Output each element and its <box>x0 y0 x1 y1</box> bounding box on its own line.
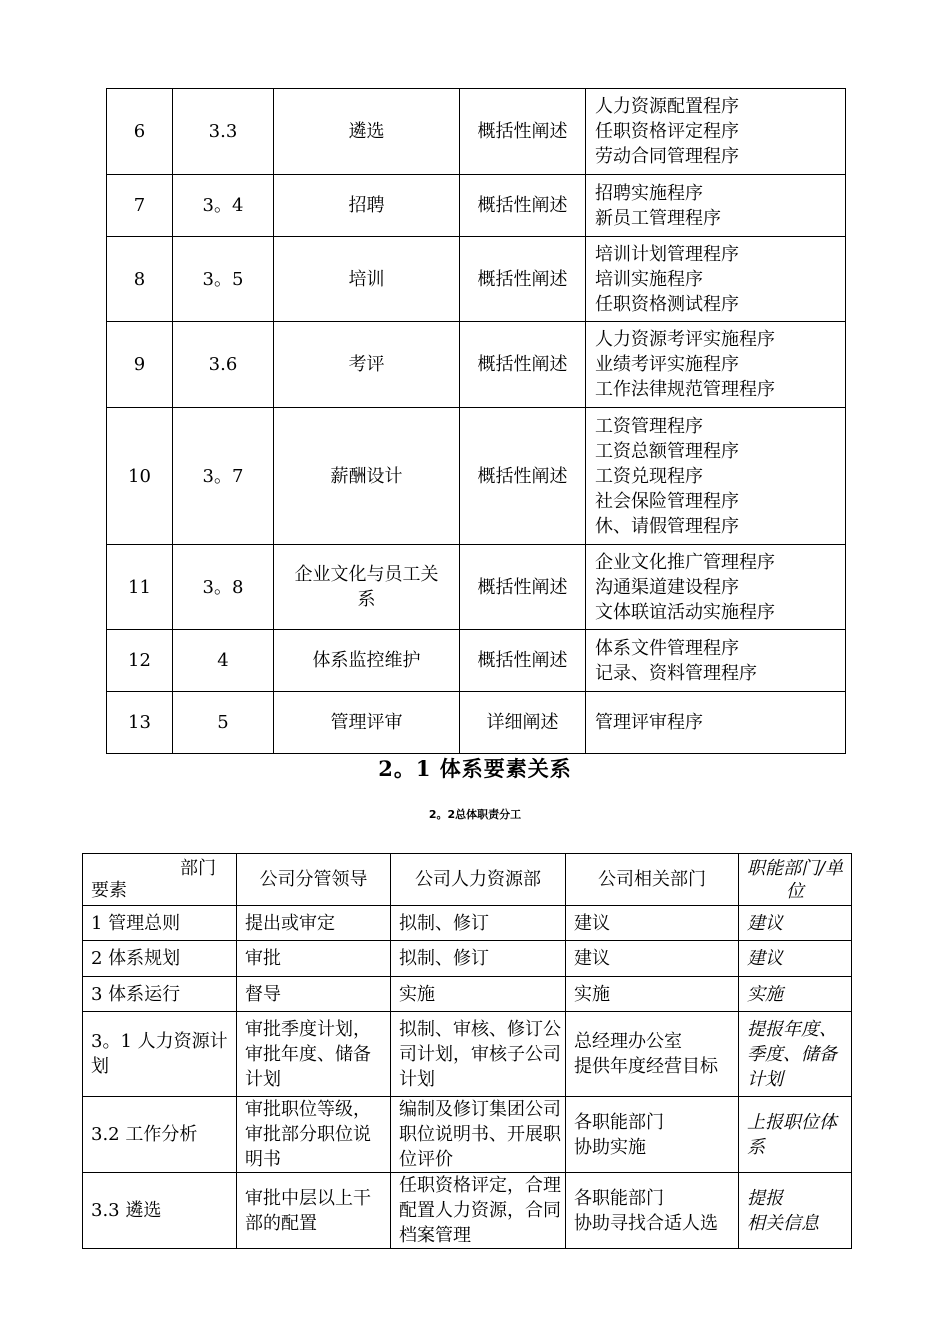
procedure-list <box>586 175 846 237</box>
description-level: 概括性阐述 <box>460 322 586 408</box>
cell: 审批中层以上干部的配置 <box>237 1173 391 1249</box>
cell: 督导 <box>237 977 391 1012</box>
procedure-item: 人力资源考评实施程序 <box>595 329 775 350</box>
table-row <box>107 545 846 630</box>
cell: 拟制、修订 <box>391 941 566 977</box>
corner-header <box>83 854 237 906</box>
cell: 任职资格评定，合理配置人力资源，合同档案管理 <box>391 1173 566 1249</box>
cell: 实施 <box>566 977 739 1012</box>
cell: 拟制、审核、修订公司计划，审核子公司计划 <box>391 1012 566 1097</box>
section-number: 4 <box>173 630 274 692</box>
element-cell: 3.3 遴选 <box>83 1173 237 1249</box>
table-row <box>107 408 846 545</box>
row-number: 9 <box>107 322 173 408</box>
table-row <box>107 322 846 408</box>
cell: 各职能部门 协助实施 <box>566 1097 739 1173</box>
cell: 审批职位等级，审批部分职位说明书 <box>237 1097 391 1173</box>
procedure-table <box>106 88 846 754</box>
section-number: 3.6 <box>173 322 274 408</box>
cell: 审批 <box>237 941 391 977</box>
element-cell: 2 体系规划 <box>83 941 237 977</box>
description-level: 概括性阐述 <box>460 237 586 322</box>
procedure-list <box>586 630 846 692</box>
procedure-list <box>586 408 846 545</box>
row-number: 13 <box>107 692 173 754</box>
column-header: 职能部门/单位 <box>739 854 852 906</box>
section-number: 3.3 <box>173 89 274 175</box>
procedure-item: 沟通渠道建设程序 <box>595 576 739 598</box>
column-header: 公司相关部门 <box>566 854 739 906</box>
procedure-item: 任职资格测试程序 <box>595 293 739 315</box>
procedure-list <box>586 322 846 408</box>
procedure-list <box>586 237 846 322</box>
procedure-item: 工资兑现程序 <box>595 465 703 487</box>
table-row <box>107 175 846 237</box>
table-row <box>83 941 852 977</box>
row-number: 6 <box>107 89 173 175</box>
section-number: 3。8 <box>173 545 274 630</box>
procedure-item: 培训计划管理程序 <box>595 243 739 265</box>
element-name: 招聘 <box>274 175 460 237</box>
description-level: 详细阐述 <box>460 692 586 754</box>
element-name: 考评 <box>274 322 460 408</box>
element-name: 管理评审 <box>274 692 460 754</box>
corner-dept-label: 部门 <box>180 857 216 879</box>
cell: 总经理办公室 提供年度经营目标 <box>566 1012 739 1097</box>
procedure-item: 任职资格评定程序 <box>595 121 739 142</box>
element-cell: 3。1 人力资源计划 <box>83 1012 237 1097</box>
procedure-item: 工资总额管理程序 <box>595 440 739 462</box>
table-row <box>83 1173 852 1249</box>
table-row <box>83 1012 852 1097</box>
description-level: 概括性阐述 <box>460 545 586 630</box>
element-name: 体系监控维护 <box>274 630 460 692</box>
header-row <box>83 854 852 906</box>
table-row <box>83 1097 852 1173</box>
procedure-item: 工资管理程序 <box>595 415 703 437</box>
procedure-item: 休、请假管理程序 <box>595 515 739 537</box>
procedure-item: 记录、资料管理程序 <box>595 662 757 684</box>
cell: 审批季度计划，审批年度、储备计划 <box>237 1012 391 1097</box>
row-number: 12 <box>107 630 173 692</box>
row-number: 7 <box>107 175 173 237</box>
corner-element-label: 要素 <box>91 879 127 901</box>
procedure-item: 业绩考评实施程序 <box>595 354 739 375</box>
cell: 提报年度、季度、储备计划 <box>739 1012 852 1097</box>
description-level: 概括性阐述 <box>460 175 586 237</box>
section-number: 5 <box>173 692 274 754</box>
table-row <box>83 977 852 1012</box>
element-name: 薪酬设计 <box>274 408 460 545</box>
procedure-item: 体系文件管理程序 <box>595 637 739 659</box>
procedure-item: 新员工管理程序 <box>595 207 721 229</box>
element-cell: 3 体系运行 <box>83 977 237 1012</box>
cell: 建议 <box>739 906 852 941</box>
element-name: 培训 <box>274 237 460 322</box>
element-name: 企业文化与员工关系 <box>274 545 460 630</box>
cell: 上报职位体系 <box>739 1097 852 1173</box>
section-number: 3。5 <box>173 237 274 322</box>
element-name: 遴选 <box>274 89 460 175</box>
procedure-item: 企业文化推广管理程序 <box>595 551 775 573</box>
procedure-item: 管理评审程序 <box>595 712 703 733</box>
procedure-list <box>586 692 846 754</box>
procedure-item: 劳动合同管理程序 <box>595 146 739 167</box>
description-level: 概括性阐述 <box>460 408 586 545</box>
procedure-item: 培训实施程序 <box>595 268 703 290</box>
table-row <box>107 692 846 754</box>
cell: 实施 <box>391 977 566 1012</box>
row-number: 8 <box>107 237 173 322</box>
cell: 实施 <box>739 977 852 1012</box>
procedure-list <box>586 89 846 175</box>
column-header: 公司人力资源部 <box>391 854 566 906</box>
procedure-item: 文体联谊活动实施程序 <box>595 601 775 623</box>
cell: 编制及修订集团公司职位说明书、开展职位评价 <box>391 1097 566 1173</box>
procedure-item: 社会保险管理程序 <box>595 490 739 512</box>
section-heading: 2。1 体系要素关系 <box>378 756 572 781</box>
element-cell: 1 管理总则 <box>83 906 237 941</box>
cell: 建议 <box>566 941 739 977</box>
procedure-item: 人力资源配置程序 <box>595 96 739 117</box>
row-number: 10 <box>107 408 173 545</box>
cell: 建议 <box>566 906 739 941</box>
table-row <box>107 630 846 692</box>
cell: 提报 相关信息 <box>739 1173 852 1249</box>
responsibility-table <box>82 853 852 1249</box>
cell: 提出或审定 <box>237 906 391 941</box>
description-level: 概括性阐述 <box>460 89 586 175</box>
description-level: 概括性阐述 <box>460 630 586 692</box>
table-row <box>83 906 852 941</box>
procedure-item: 招聘实施程序 <box>595 182 703 204</box>
element-cell: 3.2 工作分析 <box>83 1097 237 1173</box>
cell: 建议 <box>739 941 852 977</box>
cell: 各职能部门 协助寻找合适人选 <box>566 1173 739 1249</box>
column-header: 公司分管领导 <box>237 854 391 906</box>
table-row <box>107 237 846 322</box>
table-row <box>107 89 846 175</box>
procedure-item: 工作法律规范管理程序 <box>595 379 775 400</box>
section-number: 3。7 <box>173 408 274 545</box>
procedure-list <box>586 545 846 630</box>
cell: 拟制、修订 <box>391 906 566 941</box>
subsection-heading: 2。2总体职责分工 <box>428 808 522 821</box>
row-number: 11 <box>107 545 173 630</box>
section-number: 3。4 <box>173 175 274 237</box>
